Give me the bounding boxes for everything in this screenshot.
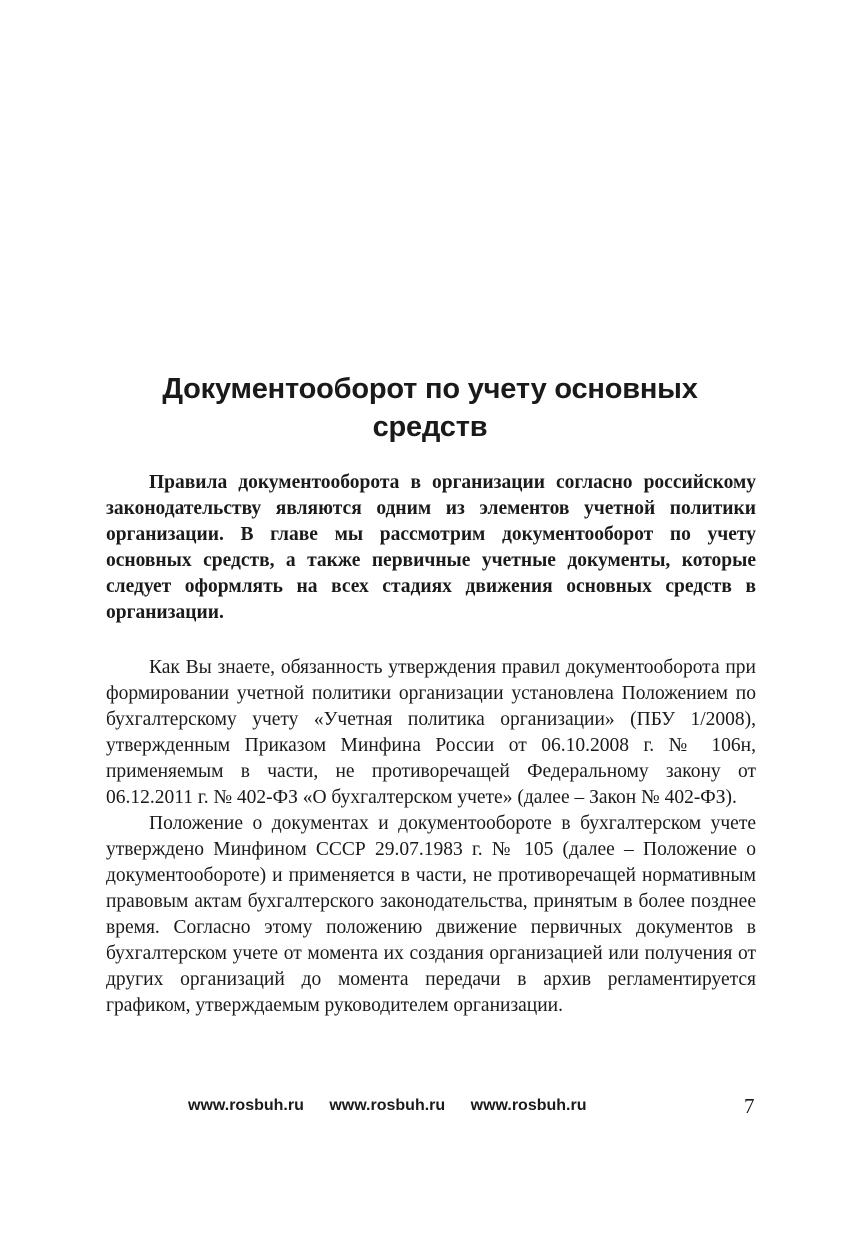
footer-link-1[interactable]: www.rosbuh.ru	[188, 1097, 304, 1114]
lead-paragraph: Правила документооборота в организации согласно российскому законодательству являются одним из элементов учетной политики организации. В главе мы рассмотрим документооборот по учету основных средств, а также первичные учетные документы, которые следует оформлять на всех стадиях движения основных средств в организации.	[106, 472, 756, 623]
chapter-title-line-2: средств	[372, 411, 488, 443]
footer-link-3[interactable]: www.rosbuh.ru	[470, 1097, 587, 1114]
lead-paragraph-block	[106, 470, 756, 626]
chapter-title	[120, 370, 740, 446]
body-paragraph-2: Положение о документах и документообороте в бухгалтерском учете утверждено Минфином СССР 29.07.1983 г. № 105 (далее – Положение о документообороте) и применяется в части, не противоречащей нормативным правовым актам бухгалтерского законодательства, принятым в более позднее время. Согласно этому положению движение первичных документов в бухгалтерском учете от момента их создания организацией или получения от других организаций до момента передачи в архив регламентируется графиком, утверждаемым руководителем организации.	[106, 813, 756, 1016]
body-paragraph-1: Как Вы знаете, обязанность утверждения правил документооборота при формировании учетной политики организации установлена Положением по бухгалтерскому учету «Учетная политика организации» (ПБУ 1/2008), утвержденным Приказом Минфина России от 06.10.2008 г. № 106н, применяемым в части, не противоречащей Федеральному закону от 06.12.2011 г. № 402-ФЗ «О бухгалтерском учете» (далее – Закон № 402-ФЗ).	[106, 657, 756, 808]
footer-link-2[interactable]: www.rosbuh.ru	[329, 1097, 446, 1114]
page-footer	[0, 1093, 857, 1123]
body-text	[106, 655, 756, 1019]
footer-links	[188, 1094, 607, 1118]
page-number: 7	[744, 1094, 755, 1118]
chapter-title-line-1: Документооборот по учету основных	[162, 373, 698, 405]
